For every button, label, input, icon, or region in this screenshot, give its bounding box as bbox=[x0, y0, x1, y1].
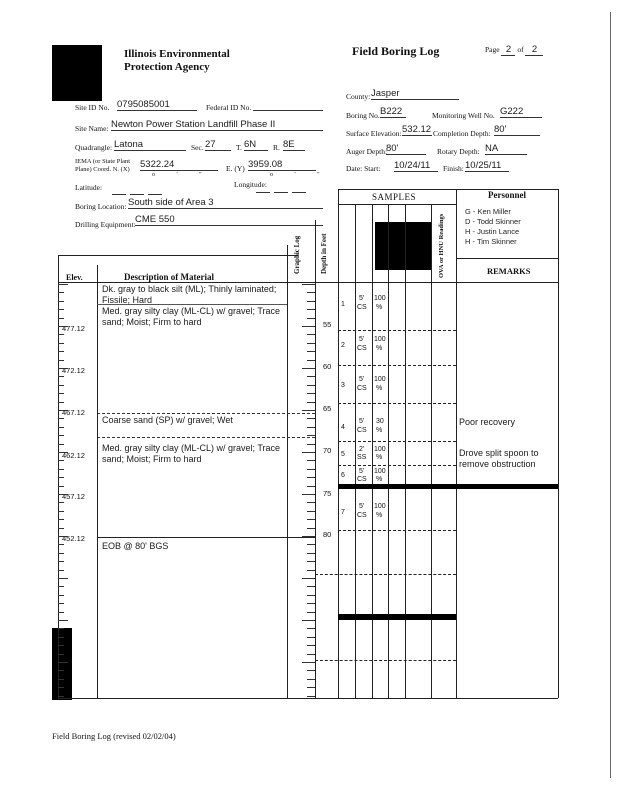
sample-2 bbox=[338, 333, 389, 363]
depth-tick bbox=[307, 385, 315, 386]
quadrangle-label: Quadrangle: bbox=[75, 143, 113, 152]
boring-no-value: B222 bbox=[380, 106, 406, 118]
auger-depth-value: 80' bbox=[386, 143, 426, 155]
elev-tick bbox=[58, 343, 64, 344]
depth-tick bbox=[302, 662, 315, 663]
elev-tick bbox=[58, 670, 64, 671]
depth-tick bbox=[307, 318, 315, 319]
coord-e-label: E. (Y) bbox=[226, 164, 245, 173]
sample-pct: % bbox=[376, 345, 383, 352]
sample-row-line-7 bbox=[315, 574, 456, 575]
elev-tick bbox=[58, 477, 64, 478]
sample-no: 7 bbox=[341, 509, 345, 516]
depth-tick bbox=[307, 351, 315, 352]
sample-type: CS bbox=[357, 476, 367, 483]
layer-2-desc: Med. gray silty clay (ML-CL) w/ gravel; Trace sand; Moist; Firm to hard bbox=[102, 306, 281, 327]
federal-id-label: Federal ID No. bbox=[206, 103, 252, 112]
sample-rec: 100 bbox=[374, 336, 386, 343]
elev-452: 452.12 bbox=[62, 534, 85, 543]
depth-55: 55 bbox=[323, 320, 332, 329]
remarks-header: REMARKS bbox=[487, 266, 531, 276]
sample-type: CS bbox=[357, 512, 367, 519]
sample-len: 5' bbox=[359, 336, 365, 343]
depth-tick bbox=[307, 654, 315, 655]
quadrangle-value: Latona bbox=[114, 139, 186, 151]
coord-sub-n: o ' " bbox=[152, 172, 212, 178]
boring-no-label: Boring No. bbox=[346, 111, 380, 120]
elev-tick bbox=[58, 544, 64, 545]
page-number bbox=[485, 44, 543, 56]
depth-70: 70 bbox=[323, 446, 332, 455]
remark-poor-recovery: Poor recovery bbox=[459, 417, 516, 427]
elev-tick bbox=[58, 309, 64, 310]
longitude-lines bbox=[256, 180, 316, 198]
depth-tick bbox=[307, 687, 315, 688]
page-label: Page bbox=[485, 45, 500, 54]
depth-tick bbox=[307, 360, 315, 361]
elev-tick bbox=[58, 326, 68, 327]
depth-tick bbox=[302, 620, 315, 621]
page-title: Field Boring Log bbox=[352, 44, 440, 58]
elev-tick bbox=[58, 393, 64, 394]
sample-row-line-1 bbox=[338, 330, 456, 331]
sample-len: 5' bbox=[359, 376, 365, 383]
depth-65: 65 bbox=[323, 404, 332, 413]
boring-location-value: South side of Area 3 bbox=[128, 197, 323, 209]
boring-location-label: Boring Location: bbox=[75, 202, 127, 211]
sample-type: CS bbox=[357, 385, 367, 392]
rotary-depth-value: NA bbox=[485, 143, 527, 155]
depth-tick bbox=[307, 570, 315, 571]
date-start-value: 10/24/11 bbox=[394, 160, 438, 172]
sample-len: 5' bbox=[359, 418, 365, 425]
depth-tick bbox=[307, 679, 315, 680]
col-ova bbox=[456, 189, 457, 698]
depth-tick bbox=[307, 376, 315, 377]
elev-tick bbox=[58, 351, 64, 352]
depth-tick bbox=[302, 494, 315, 495]
elev-tick bbox=[58, 595, 64, 596]
elev-tick bbox=[58, 435, 64, 436]
sample-3 bbox=[338, 373, 389, 403]
elev-tick bbox=[58, 402, 64, 403]
depth-tick bbox=[307, 435, 315, 436]
elev-tick bbox=[58, 603, 64, 604]
depth-75: 75 bbox=[323, 489, 332, 498]
sample-pct: % bbox=[376, 427, 383, 434]
site-name-value: Newton Power Station Landfill Phase II bbox=[111, 119, 323, 131]
depth-tick bbox=[307, 586, 315, 587]
elev-tick bbox=[58, 620, 68, 621]
depth-tick bbox=[302, 284, 315, 285]
elev-tick bbox=[58, 494, 68, 495]
sample-rec: 100 bbox=[374, 503, 386, 510]
depth-tick bbox=[307, 334, 315, 335]
sample-type: SS bbox=[357, 454, 367, 461]
col-elev bbox=[97, 265, 98, 698]
sample-row-line-6 bbox=[338, 530, 456, 531]
page-num: 2 bbox=[501, 44, 515, 56]
depth-tick bbox=[307, 553, 315, 554]
coord-sub-e: o ' " bbox=[270, 172, 330, 178]
col-right bbox=[558, 189, 559, 698]
layer-line-2 bbox=[97, 413, 315, 414]
t-label: T. bbox=[236, 143, 242, 152]
elev-tick bbox=[58, 301, 64, 302]
col-s6 bbox=[431, 204, 432, 698]
elev-tick bbox=[58, 376, 64, 377]
depth-tick bbox=[302, 578, 315, 579]
sample-row-line-5 bbox=[338, 465, 456, 466]
monitoring-well-value: G222 bbox=[500, 106, 542, 118]
depth-tick bbox=[307, 427, 315, 428]
r-label: R. bbox=[273, 143, 280, 152]
personnel-3: H - Justin Lance bbox=[465, 227, 520, 236]
elev-tick bbox=[58, 502, 64, 503]
personnel-header: Personnel bbox=[488, 190, 526, 200]
depth-tick bbox=[307, 511, 315, 512]
col-depth bbox=[315, 220, 316, 698]
elev-tick bbox=[58, 385, 64, 386]
sample-type: CS bbox=[357, 345, 367, 352]
redaction-sample-header bbox=[375, 222, 432, 270]
sample-pct: % bbox=[376, 512, 383, 519]
coord-label-2: Plane) Coord. N. (X) bbox=[75, 166, 130, 173]
redaction-logo bbox=[52, 45, 102, 101]
sample-len: 2' bbox=[359, 446, 365, 453]
finish-value: 10/25/11 bbox=[465, 160, 509, 172]
sample-pct: % bbox=[376, 385, 383, 392]
sample-pct: % bbox=[376, 454, 383, 461]
sample-pct: % bbox=[376, 304, 383, 311]
county-label: County: bbox=[346, 92, 371, 101]
depth-tick bbox=[307, 561, 315, 562]
depth-tick bbox=[307, 444, 315, 445]
personnel-list bbox=[465, 207, 521, 247]
sample-row-line-4 bbox=[338, 441, 456, 442]
completion-depth-value: 80' bbox=[494, 124, 540, 136]
depth-80: 80 bbox=[323, 530, 332, 539]
samples-header: SAMPLES bbox=[372, 192, 417, 202]
drilling-equipment-label: Drilling Equipment: bbox=[75, 220, 136, 229]
header-bottom-line bbox=[58, 282, 558, 283]
elev-tick bbox=[58, 444, 64, 445]
remark-drove-1: Drove split spoon to bbox=[459, 448, 539, 458]
depth-tick bbox=[302, 410, 315, 411]
depth-tick bbox=[307, 519, 315, 520]
auger-depth-label: Auger Depth: bbox=[346, 147, 388, 156]
layer-3-desc: Coarse sand (SP) w/ gravel; Wet bbox=[102, 415, 233, 425]
page-of: of bbox=[517, 45, 524, 54]
depth-tick bbox=[302, 452, 315, 453]
page-total: 2 bbox=[525, 44, 543, 56]
elev-tick bbox=[58, 284, 68, 285]
elev-tick bbox=[58, 418, 64, 419]
depth-tick bbox=[307, 309, 315, 310]
federal-id-line bbox=[253, 99, 323, 111]
elev-472: 472.12 bbox=[62, 366, 85, 375]
depth-tick bbox=[307, 460, 315, 461]
t-value: 6N bbox=[244, 139, 268, 151]
elev-457: 457.12 bbox=[62, 492, 85, 501]
sample-no: 4 bbox=[341, 424, 345, 431]
depth-tick bbox=[307, 402, 315, 403]
depth-60: 60 bbox=[323, 362, 332, 371]
completion-depth-label: Completion Depth: bbox=[433, 129, 491, 138]
table-bottom-line bbox=[58, 698, 558, 699]
longitude-label: Longitude: bbox=[234, 180, 267, 189]
r-value: 8E bbox=[283, 139, 305, 151]
depth-tick bbox=[307, 393, 315, 394]
elev-tick bbox=[58, 628, 64, 629]
elev-tick bbox=[58, 570, 64, 571]
latitude-label: Latitude: bbox=[75, 183, 103, 192]
sample-rec: 100 bbox=[374, 446, 386, 453]
depth-tick bbox=[307, 637, 315, 638]
depth-tick bbox=[307, 696, 315, 697]
sample-no: 1 bbox=[341, 301, 345, 308]
elev-tick bbox=[58, 553, 64, 554]
elev-tick bbox=[58, 452, 68, 453]
elev-tick bbox=[58, 561, 64, 562]
sample-rec: 100 bbox=[374, 376, 386, 383]
depth-tick bbox=[307, 528, 315, 529]
date-start-label: Date: Start: bbox=[346, 164, 381, 173]
sample-type: CS bbox=[357, 304, 367, 311]
sample-5 bbox=[338, 445, 389, 465]
sample-no: 2 bbox=[341, 342, 345, 349]
sample-len: 5' bbox=[359, 295, 365, 302]
redaction-bottom-left bbox=[52, 628, 72, 700]
surface-elev-value: 532.12 bbox=[402, 124, 432, 135]
elev-tick bbox=[58, 469, 64, 470]
depth-tick bbox=[307, 645, 315, 646]
sample-type: CS bbox=[357, 427, 367, 434]
depth-header: Depth in Feet bbox=[320, 233, 328, 274]
elev-tick bbox=[58, 612, 64, 613]
depth-tick bbox=[307, 477, 315, 478]
sample-len: 5' bbox=[359, 503, 365, 510]
sec-value: 27 bbox=[205, 139, 231, 151]
depth-tick bbox=[307, 418, 315, 419]
sample-no: 6 bbox=[341, 472, 345, 479]
depth-tick bbox=[307, 544, 315, 545]
sec-label: Sec. bbox=[191, 143, 204, 152]
sample-rec: 100 bbox=[374, 468, 386, 475]
sample-len: 5' bbox=[359, 468, 365, 475]
elev-tick bbox=[58, 679, 64, 680]
monitoring-well-label: Monitoring Well No. bbox=[432, 111, 495, 120]
coord-label bbox=[75, 158, 130, 174]
depth-tick bbox=[302, 536, 315, 537]
remark-drove-2: remove obstruction bbox=[459, 459, 536, 469]
depth-tick bbox=[302, 368, 315, 369]
elev-tick bbox=[58, 360, 64, 361]
elev-tick bbox=[58, 427, 64, 428]
layer-4-desc: Med. gray silty clay (ML-CL) w/ gravel; Trace sand; Moist; Firm to hard bbox=[102, 443, 281, 464]
elev-tick bbox=[58, 368, 68, 369]
elev-tick bbox=[58, 654, 64, 655]
elev-header: Elev. bbox=[66, 273, 83, 282]
depth-tick bbox=[307, 628, 315, 629]
graphic-log-header: Graphic Log bbox=[293, 235, 301, 274]
elev-477: 477.12 bbox=[62, 324, 85, 333]
sample-7 bbox=[338, 500, 389, 528]
elev-tick bbox=[58, 662, 68, 663]
layer-5-desc: EOB @ 80' BGS bbox=[102, 541, 169, 551]
sample-1 bbox=[338, 292, 389, 322]
elev-tick bbox=[58, 637, 64, 638]
sample-row-line-3 bbox=[338, 403, 456, 404]
elev-tick bbox=[58, 486, 64, 487]
depth-tick bbox=[307, 603, 315, 604]
col-s1 bbox=[338, 189, 339, 698]
personnel-4: H - Tim Skinner bbox=[465, 237, 517, 246]
site-id-label: Site ID No. bbox=[75, 103, 110, 112]
elev-tick bbox=[58, 460, 64, 461]
site-name-label: Site Name: bbox=[75, 124, 109, 133]
rotary-depth-label: Rotary Depth: bbox=[437, 147, 480, 156]
sample-4 bbox=[338, 416, 389, 440]
site-id-value: 0795085001 bbox=[117, 99, 197, 111]
elev-tick bbox=[58, 519, 64, 520]
sample-bar-2 bbox=[338, 614, 456, 620]
elev-tick bbox=[58, 645, 64, 646]
depth-tick bbox=[307, 292, 315, 293]
sample-6 bbox=[338, 467, 389, 485]
elev-tick bbox=[58, 687, 64, 688]
depth-tick bbox=[307, 343, 315, 344]
agency-name bbox=[124, 48, 230, 74]
personnel-1: G - Ken Miller bbox=[465, 207, 511, 216]
elev-tick bbox=[58, 696, 64, 697]
sample-rec: 100 bbox=[374, 295, 386, 302]
sample-no: 3 bbox=[341, 382, 345, 389]
personnel-2: D - Todd Skinner bbox=[465, 217, 521, 226]
sample-rec: 30 bbox=[376, 418, 384, 425]
sample-pct: % bbox=[376, 476, 383, 483]
coord-n-value: 5322.24 bbox=[140, 159, 218, 171]
elev-tick bbox=[58, 511, 64, 512]
sample-no: 5 bbox=[341, 451, 345, 458]
page-edge-line bbox=[610, 12, 611, 778]
footer-text: Field Boring Log (revised 02/02/04) bbox=[52, 731, 176, 741]
depth-tick bbox=[307, 486, 315, 487]
agency-line1: Illinois Environmental bbox=[124, 48, 230, 60]
elev-tick bbox=[58, 586, 64, 587]
depth-tick bbox=[307, 502, 315, 503]
depth-tick bbox=[302, 326, 315, 327]
elev-tick bbox=[58, 334, 64, 335]
depth-tick bbox=[307, 301, 315, 302]
elev-467: 467.12 bbox=[62, 408, 85, 417]
layer-1-desc: Dk. gray to black silt (ML); Thinly laminated; Fissile; Hard bbox=[102, 284, 277, 305]
description-header: Description of Material bbox=[124, 272, 214, 282]
elev-tick bbox=[58, 318, 64, 319]
sample-row-line-2 bbox=[338, 365, 456, 366]
depth-tick bbox=[307, 612, 315, 613]
elev-tick bbox=[58, 410, 68, 411]
surface-elev-label: Surface Elevation: bbox=[346, 129, 402, 138]
remarks-top-line bbox=[456, 258, 558, 259]
elev-462: 462.12 bbox=[62, 451, 85, 460]
elev-tick bbox=[58, 292, 64, 293]
coord-label-1: IEMA (or State Plant bbox=[75, 158, 131, 165]
depth-tick bbox=[307, 595, 315, 596]
table-top-left bbox=[58, 255, 298, 256]
col-graphic bbox=[287, 245, 288, 698]
ova-header: OVA or HNU Readings bbox=[438, 213, 445, 278]
elev-tick bbox=[58, 528, 64, 529]
depth-tick bbox=[307, 670, 315, 671]
elev-tick bbox=[58, 578, 68, 579]
drilling-equipment-value: CME 550 bbox=[135, 214, 323, 226]
finish-label: Finish: bbox=[443, 164, 464, 173]
agency-line2: Protection Agency bbox=[124, 61, 210, 73]
col-s5 bbox=[405, 204, 406, 698]
sample-row-line-8 bbox=[315, 660, 456, 661]
county-value: Jasper bbox=[371, 88, 459, 100]
elev-tick bbox=[58, 536, 68, 537]
layer-line-3 bbox=[97, 437, 315, 438]
coord-e-value: 3959.08 bbox=[248, 159, 316, 171]
depth-tick bbox=[307, 469, 315, 470]
layer-line-4 bbox=[97, 537, 315, 538]
